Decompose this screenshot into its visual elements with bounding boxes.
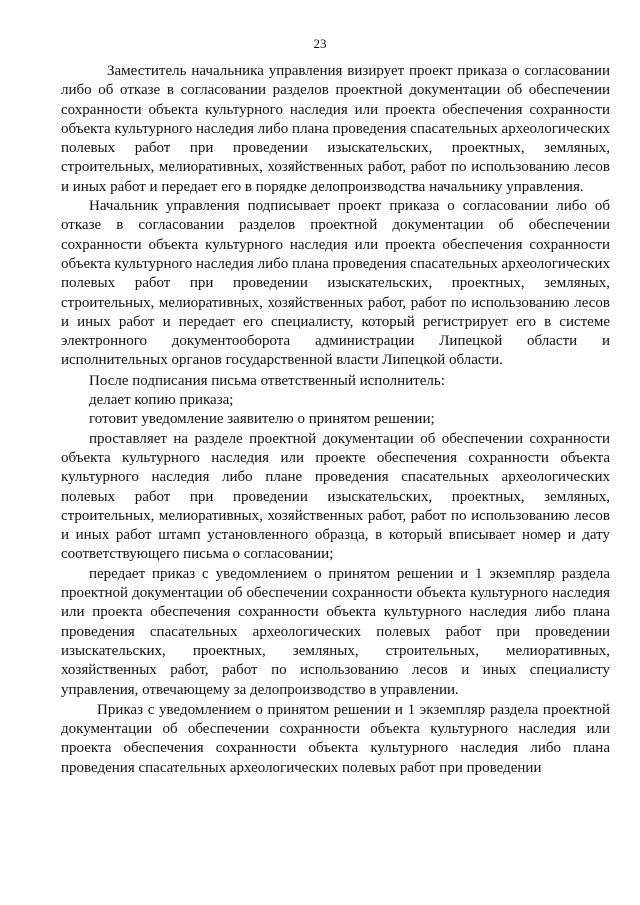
- paragraph-head-signs: Начальник управления подписывает проект приказа о согласовании либо об отказе в согласовании разделов проектной документации об обеспечении сохранности объекта культурного наследия или проекта обеспечения сохранности объекта культурного наследия либо плана проведения спасательных археологических полевых работ при проведении изыскательских, проектных, земляных, строительных, мелиоративных, хозяйственных работ, работ по использованию лесов и иных работ и передает его специалисту, который регистрирует его в системе электронного документооборота администрации Липецкой области и исполнительных органов государственной власти Липецкой области.: [61, 198, 610, 369]
- document-body: [61, 62, 610, 778]
- paragraph-stamps-section: проставляет на разделе проектной документации об обеспечении сохранности объекта культурного наследия или проекте обеспечения сохранности объекта культурного наследия либо плане проведения спасательных археологических полевых работ при проведении изыскательских, проектных, земляных, строительных, мелиоративных, хозяйственных работ, работ по использованию лесов и иных работ штамп установленного образца, в который вписывает номер и дату соответствующего письма о согласовании;: [61, 430, 610, 563]
- page-number: 23: [313, 36, 327, 51]
- paragraph-deputy-head-approval: Заместитель начальника управления визирует проект приказа о согласовании либо об отказе в согласовании разделов проектной документации об обеспечении сохранности объекта культурного наследия или проекта обеспечения сохранности объекта культурного наследия либо плана проведения спасательных археологических полевых работ при проведении изыскательских, проектных, земляных, строительных, мелиоративных, хозяйственных работ, работ по использованию лесов и иных работ и передает его в порядке делопроизводства начальнику управления.: [61, 63, 610, 195]
- paragraph-order-with-notice: Приказ с уведомлением о принятом решении и 1 экземпляр раздела проектной документации об обеспечении сохранности объекта культурного наследия или проекта обеспечения сохранности объекта культурного наследия либо плана проведения спасательных археологических полевых работ при проведении: [61, 701, 610, 776]
- paragraph-after-signing: После подписания письма ответственный исполнитель:: [89, 372, 445, 389]
- paragraph-transfers-order: передает приказ с уведомлением о принятом решении и 1 экземпляр раздела проектной документации об обеспечении сохранности объекта культурного наследия или проекта обеспечения сохранности объекта культурного наследия либо плана проведения спасательных археологических полевых работ при проведении изыскательских, проектных, земляных, строительных, мелиоративных, хозяйственных работ, работ по использованию лесов и иных специалисту управления, отвечающему за делопроизводство в управлении.: [61, 565, 610, 698]
- paragraph-prepares-notice: готовит уведомление заявителю о принятом решении;: [89, 411, 435, 428]
- paragraph-makes-copy: делает копию приказа;: [89, 392, 234, 409]
